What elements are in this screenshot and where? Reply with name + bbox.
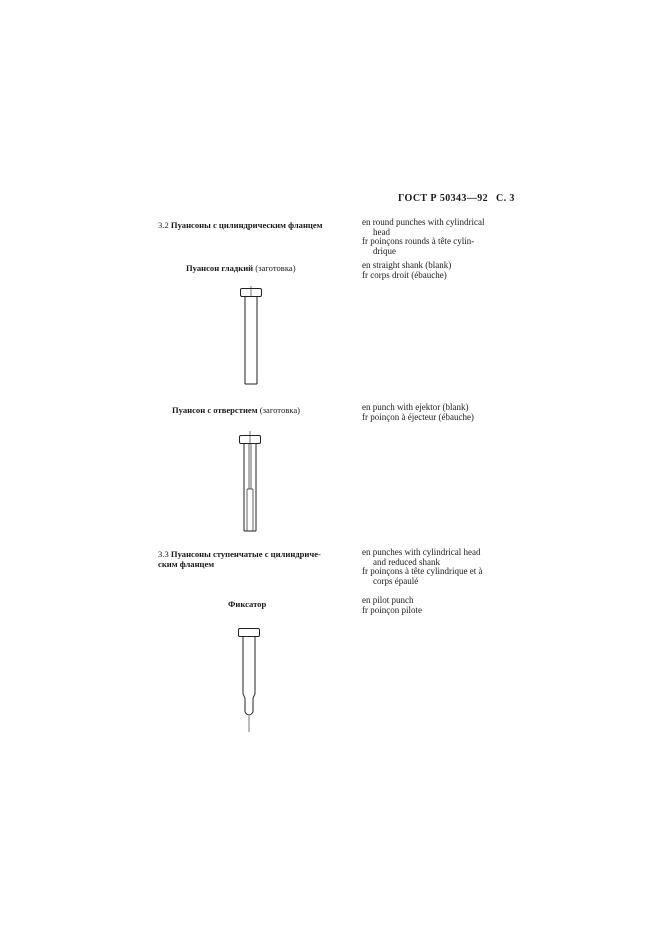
term-en: en punches with cylindrical head: [362, 547, 481, 557]
term-fr: fr poinçons rounds à tête cylin-: [362, 236, 475, 247]
term-en-cont: and reduced shank: [373, 556, 440, 567]
section-title: Пуансоны ступенчатые с цилиндриче-: [170, 549, 321, 559]
caption-punch-with-hole: [172, 405, 300, 415]
caption-smooth-punch: [186, 263, 296, 273]
pilot-drawing: [234, 624, 264, 734]
caption-rest: (заготовка): [253, 263, 296, 273]
term-fr: fr poinçon pilote: [362, 604, 422, 615]
term-fr-cont: corps épaulé: [373, 575, 419, 586]
page-number: С. 3: [496, 193, 515, 204]
section-3-3-heading: [158, 549, 321, 569]
section-title-cont: ским фланцем: [158, 559, 215, 569]
section-3-2-heading: [158, 220, 323, 230]
punch-with-hole-terms: [362, 403, 530, 422]
section-number: 3.2: [158, 220, 169, 230]
term-en: en punch with ejektor (blank): [362, 402, 469, 412]
term-en: en pilot punch: [362, 595, 414, 605]
term-en-cont: head: [373, 226, 390, 237]
section-title: Пуансоны с цилиндрическим фланцем: [170, 220, 323, 230]
term-fr: fr poinçons à tête cylindrique et à: [362, 566, 483, 577]
section-3-3-terms: [362, 548, 530, 586]
section-3-2-terms: [362, 218, 530, 256]
term-fr-cont: drique: [373, 245, 396, 256]
punch-with-hole-drawing: [234, 429, 266, 533]
caption-bold: Пуансон с отверстием: [172, 405, 258, 415]
term-en: en straight shank (blank): [362, 260, 452, 270]
caption-bold: Пуансон гладкий: [186, 263, 254, 273]
caption-pilot: [228, 599, 266, 609]
pilot-terms: [362, 596, 530, 615]
caption-rest: (заготовка): [257, 405, 301, 415]
document-header: [398, 193, 515, 204]
smooth-punch-drawing: [236, 284, 266, 386]
section-number: 3.3: [158, 549, 169, 559]
term-fr: fr poinçon à éjecteur (ébauche): [362, 411, 474, 422]
smooth-punch-terms: [362, 261, 530, 280]
term-fr: fr corps droit (ébauche): [362, 269, 447, 280]
term-en: en round punches with cylindrical: [362, 217, 485, 227]
caption-bold: Фиксатор: [228, 599, 267, 609]
standard-number: ГОСТ Р 50343—92: [398, 193, 489, 204]
